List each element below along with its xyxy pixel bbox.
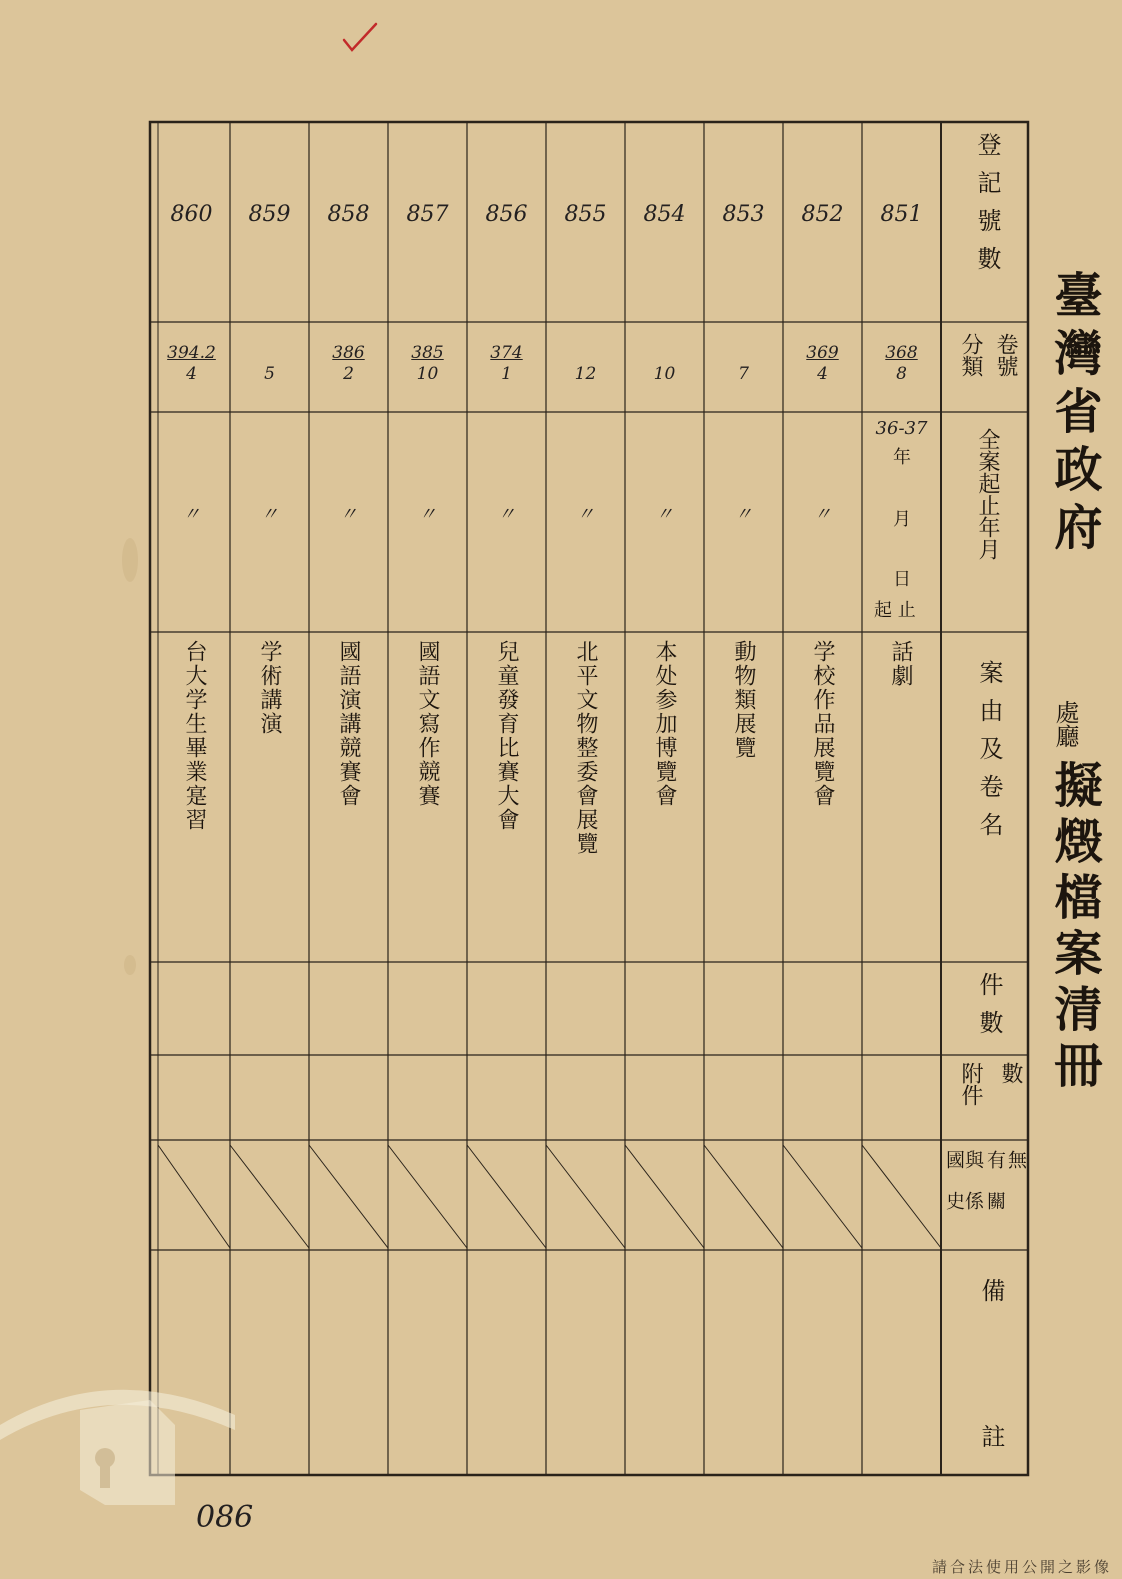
- period-day-label: 日: [893, 569, 911, 590]
- header-history-4: 國 史: [943, 1150, 965, 1210]
- header-history-3: 與 係: [962, 1150, 984, 1210]
- period-855: 〃: [576, 504, 595, 525]
- header-reg-no: 登記號數: [973, 132, 1001, 284]
- reg-no-859: 859: [248, 202, 291, 227]
- footer-notice: 請合法使用公開之影像: [931, 1558, 1112, 1576]
- period-857: 〃: [418, 504, 437, 525]
- class-no-851: 368 8: [885, 343, 918, 384]
- header-case: 案由及卷名: [975, 660, 1003, 850]
- header-class-no-2: 分類: [958, 333, 983, 377]
- reg-no-853: 853: [722, 202, 765, 227]
- reg-no-858: 858: [327, 202, 370, 227]
- class-no-860: 394.2 4: [167, 343, 216, 384]
- header-count: 件數: [975, 972, 1003, 1048]
- class-no-852: 369 4: [806, 343, 839, 384]
- case-855: 北平文物整委會展覽: [573, 640, 598, 856]
- period-month-label: 月: [893, 509, 911, 530]
- reg-no-856: 856: [485, 202, 528, 227]
- class-no-856: 374 1: [490, 343, 523, 384]
- case-860: 台大学生畢業寔習: [182, 640, 207, 832]
- check-mark: [340, 20, 380, 56]
- period-853: 〃: [734, 504, 753, 525]
- header-attach-1: 數: [998, 1062, 1023, 1084]
- reg-no-851: 851: [880, 202, 923, 227]
- document-subtitle: 處廳: [1051, 700, 1079, 748]
- case-854: 本处参加博覽會: [652, 640, 677, 808]
- case-859: 学術講演: [257, 640, 282, 736]
- period-year-label: 年: [893, 447, 911, 468]
- page-number: 086: [196, 1500, 254, 1535]
- class-no-853: 7: [738, 364, 749, 384]
- header-remarks-bottom: 註: [977, 1424, 1005, 1462]
- archive-logo-watermark: [0, 1370, 240, 1510]
- period-858: 〃: [339, 504, 358, 525]
- class-no-854: 10: [653, 364, 676, 384]
- header-class-no-1: 卷號: [993, 333, 1018, 377]
- header-attach-2: 附件: [958, 1062, 983, 1106]
- class-no-858: 386 2: [332, 343, 365, 384]
- reg-no-857: 857: [406, 202, 449, 227]
- document-title-2: 擬燬檔案清冊: [1046, 760, 1102, 1096]
- case-858: 國語演講競賽會: [336, 640, 361, 808]
- document-title: 臺灣省政府: [1046, 270, 1102, 560]
- period-854: 〃: [655, 504, 674, 525]
- period-start-end-label: 起 止: [874, 600, 916, 621]
- reg-no-854: 854: [643, 202, 686, 227]
- case-852: 学校作品展覽會: [810, 640, 835, 808]
- case-856: 兒童發育比賽大會: [494, 640, 519, 832]
- case-857: 國語文寫作競賽: [415, 640, 440, 808]
- header-history-2: 有 關: [984, 1150, 1006, 1210]
- reg-no-855: 855: [564, 202, 607, 227]
- header-remarks-top: 備: [977, 1278, 1005, 1316]
- period-856: 〃: [497, 504, 516, 525]
- header-period: 全案起止年月: [975, 428, 1000, 560]
- reg-no-860: 860: [170, 202, 213, 227]
- period-851: 36-37: [875, 418, 928, 439]
- class-no-859: 5: [264, 364, 275, 384]
- class-no-857: 385 10: [411, 343, 444, 384]
- period-859: 〃: [260, 504, 279, 525]
- period-860: 〃: [182, 504, 201, 525]
- case-851: 話劇: [888, 640, 913, 688]
- period-852: 〃: [813, 504, 832, 525]
- header-history-1: 無: [1005, 1150, 1027, 1169]
- case-853: 動物類展覽: [731, 640, 756, 760]
- reg-no-852: 852: [801, 202, 844, 227]
- class-no-855: 12: [574, 364, 597, 384]
